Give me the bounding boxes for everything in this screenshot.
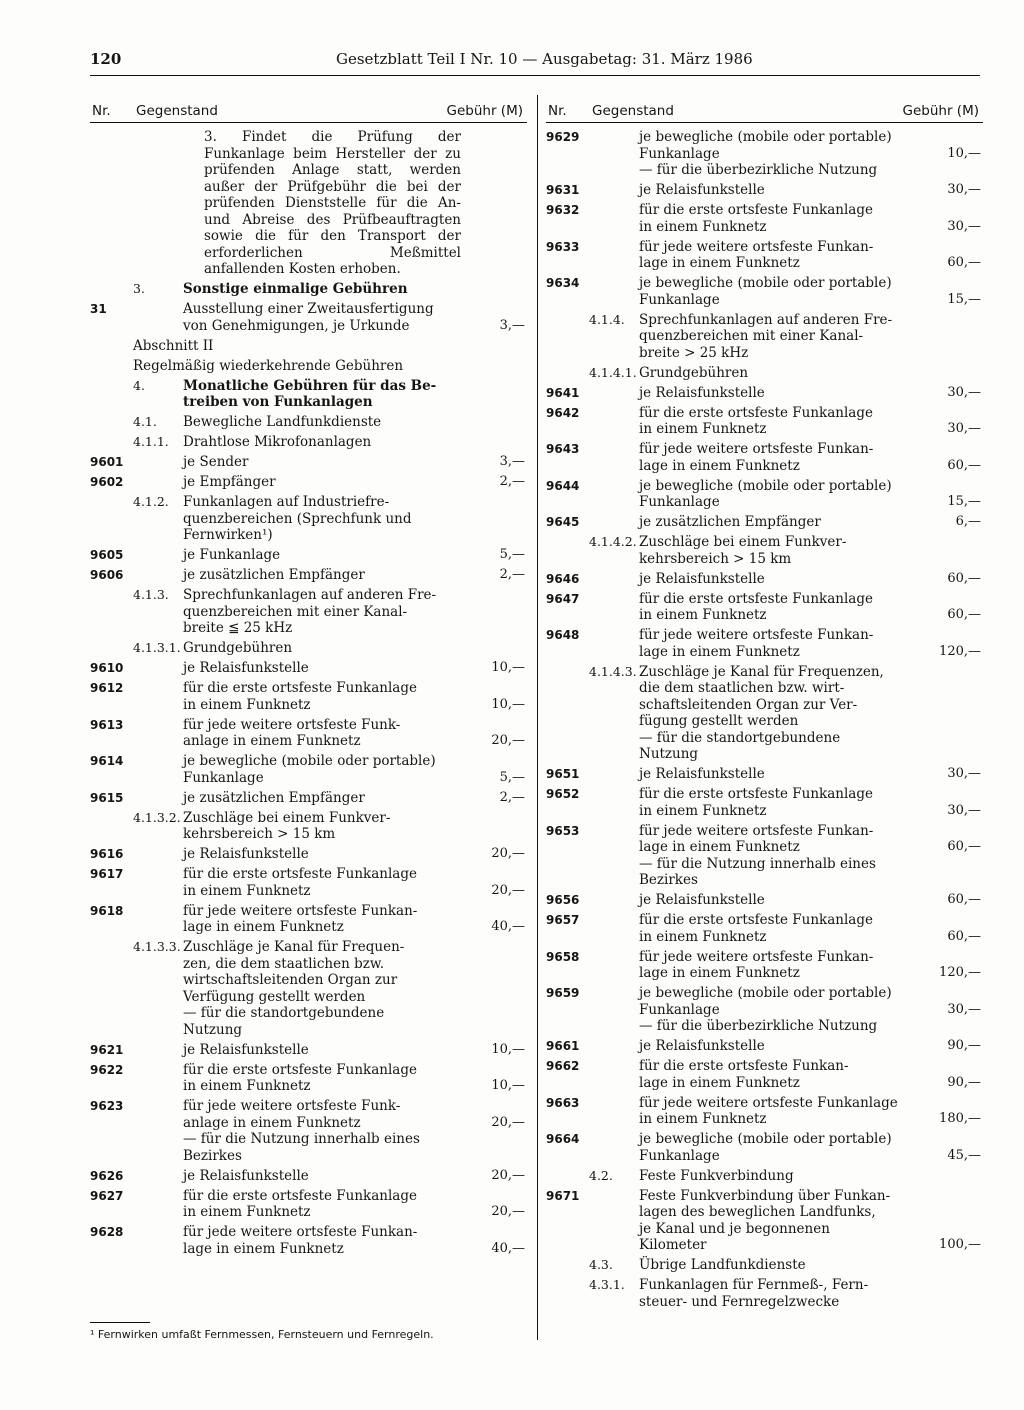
row-number: 9664 [546, 1132, 580, 1146]
row-fee: 60,— [947, 892, 981, 907]
row-fee: 10,— [491, 1078, 525, 1093]
row-text: Funkanlagen für Fernmeß-, Fern- steuer- und Fernregelzwecke [639, 1277, 869, 1310]
row-fee: 2,— [499, 567, 525, 582]
fee-row [90, 790, 527, 807]
row-text: je Relaisfunkstelle [639, 570, 765, 587]
row-fee: 30,— [947, 421, 981, 436]
row-number: 9614 [90, 754, 124, 768]
row-fee: 5,— [499, 769, 525, 785]
fee-row [546, 949, 983, 982]
fee-row [90, 1168, 527, 1185]
row-text: Ausstellung einer Zweitausfertigung von Genehmigungen, je Urkunde [183, 301, 434, 334]
row-fee: 15,— [947, 291, 981, 307]
header-rule [90, 75, 980, 76]
section-number: 4. [133, 377, 145, 393]
row-text: je Relaisfunkstelle [639, 892, 765, 908]
fee-row [90, 567, 527, 584]
section-number: 4.1.3.1. [133, 640, 181, 655]
row-fee: 3,— [499, 317, 525, 333]
row-text: je bewegliche (mobile oder portable) Funkanlage [639, 275, 892, 308]
row-text: für jede weitere ortsfeste Funkan- lage in einem Funknetz [639, 627, 874, 660]
page-header [90, 48, 980, 76]
fee-row [546, 202, 983, 235]
row-text: für die erste ortsfeste Funkanlage in einem Funknetz [639, 590, 873, 623]
row-fee: 120,— [939, 965, 981, 980]
row-text: je zusätzlichen Empfänger [183, 567, 365, 583]
row-text: Übrige Landfunkdienste [639, 1257, 806, 1273]
row-text: Grundgebühren [639, 364, 749, 381]
fee-row [90, 358, 527, 375]
row-number: 9646 [546, 571, 580, 586]
row-text: je Relaisfunkstelle [183, 1041, 309, 1058]
fee-row [546, 441, 983, 474]
row-number: 9610 [90, 661, 124, 675]
row-text: je bewegliche (mobile oder portable) Funkanlage — für die überbezirkliche Nutzung [639, 985, 892, 1034]
fee-row [90, 434, 527, 451]
row-fee: 20,— [491, 733, 525, 748]
row-number: 9657 [546, 913, 580, 927]
row-number: 9618 [90, 903, 124, 918]
row-text: je Relaisfunkstelle [183, 660, 309, 676]
row-number: 9633 [546, 239, 580, 254]
section-number: 4.3. [589, 1257, 613, 1272]
fee-row [546, 1277, 983, 1310]
row-number: 9658 [546, 949, 580, 964]
row-text: für die erste ortsfeste Funkanlage in einem Funknetz [183, 1061, 417, 1094]
fee-row [546, 365, 983, 382]
header-subject: Gegenstand [592, 103, 674, 119]
row-text: Sprechfunkanlagen auf anderen Fre- quenzbereichen mit einer Kanal- breite ≦ 25 kHz [183, 587, 437, 636]
left-column [90, 100, 527, 1261]
fee-row [90, 717, 527, 750]
row-text: Regelmäßig wiederkehrende Gebühren [133, 357, 404, 374]
row-number: 9631 [546, 183, 580, 197]
section-number: 4.1. [133, 414, 157, 429]
row-text: je Empfänger [183, 474, 276, 490]
section-number: 4.1.3.3. [133, 939, 181, 954]
row-text: Zuschläge bei einem Funkver- kehrsbereich > 15 km [183, 809, 391, 842]
fee-row [546, 591, 983, 624]
right-column [546, 100, 983, 1314]
fee-row [546, 786, 983, 819]
fee-row [546, 664, 983, 763]
row-number: 9642 [546, 405, 580, 420]
row-text: Drahtlose Mikrofonanlagen [183, 434, 372, 450]
fee-row [90, 587, 527, 637]
fee-row [90, 454, 527, 471]
row-number: 9602 [90, 475, 124, 489]
fee-row [546, 766, 983, 783]
row-number: 9659 [546, 986, 580, 1000]
row-fee: 120,— [939, 643, 981, 659]
row-number: 9671 [546, 1188, 580, 1203]
row-number: 9601 [90, 455, 124, 469]
row-text: für die erste ortsfeste Funkan- lage in einem Funknetz [639, 1058, 849, 1091]
header-fee: Gebühr (M) [902, 103, 979, 119]
section-number: 4.3.1. [589, 1277, 625, 1292]
row-text: je Sender [183, 454, 249, 470]
fee-row [90, 547, 527, 564]
section-number: 4.1.4.2. [589, 534, 637, 549]
row-fee: 90,— [947, 1038, 981, 1053]
page-title: Gesetzblatt Teil I Nr. 10 — Ausgabetag: 31. März 1986 [336, 50, 753, 68]
row-text: Grundgebühren [183, 640, 293, 656]
fee-row [546, 823, 983, 889]
row-fee: 100,— [939, 1237, 981, 1252]
row-fee: 6,— [955, 514, 981, 529]
fee-row [90, 939, 527, 1038]
fee-row [546, 534, 983, 567]
row-fee: 60,— [947, 570, 981, 586]
row-text: Monatliche Gebühren für das Be- treiben von Funkanlagen [183, 377, 437, 410]
row-fee: 20,— [491, 1114, 525, 1130]
row-number: 9648 [546, 628, 580, 642]
row-text: je zusätzlichen Empfänger [639, 514, 821, 530]
row-text: Zuschläge bei einem Funkver- kehrsbereich > 15 km [639, 534, 847, 567]
row-number: 9643 [546, 442, 580, 456]
row-text: Sprechfunkanlagen auf anderen Fre- quenzbereichen mit einer Kanal- breite > 25 kHz [639, 311, 893, 361]
section-number: 4.1.1. [133, 434, 169, 449]
fee-row [546, 129, 983, 179]
row-number: 9605 [90, 548, 124, 562]
row-fee: 30,— [947, 802, 981, 818]
row-fee: 5,— [499, 547, 525, 562]
row-text: für die erste ortsfeste Funkanlage in einem Funknetz [183, 680, 417, 713]
row-text: je bewegliche (mobile oder portable) Funkanlage [183, 753, 436, 786]
fee-row [90, 1042, 527, 1059]
row-text: je bewegliche (mobile oder portable) Funkanlage [639, 1131, 892, 1164]
fee-row [90, 338, 527, 355]
row-number: 9606 [90, 568, 124, 582]
row-number: 9612 [90, 681, 124, 695]
fee-row [546, 627, 983, 660]
row-fee: 2,— [499, 474, 525, 489]
fee-row [90, 640, 527, 657]
row-number: 9651 [546, 767, 580, 781]
row-number: 9662 [546, 1059, 580, 1073]
row-text: für die erste ortsfeste Funkanlage in einem Funknetz [183, 1187, 417, 1220]
header-fee: Gebühr (M) [446, 103, 523, 119]
row-number: 9622 [90, 1062, 124, 1077]
fee-row [546, 892, 983, 909]
fee-row [546, 1188, 983, 1254]
row-number: 9628 [90, 1225, 124, 1239]
row-text: je zusätzlichen Empfänger [183, 789, 365, 806]
fee-row [546, 405, 983, 438]
row-fee: 60,— [947, 607, 981, 622]
fee-row [90, 129, 527, 278]
fee-row [90, 1098, 527, 1164]
row-number: 9623 [90, 1099, 124, 1113]
row-text: Feste Funkverbindung über Funkan- lagen des beweglichen Landfunks, je Kanal und je begonnenen Kilometer [639, 1187, 891, 1253]
row-text: je bewegliche (mobile oder portable) Funkanlage [639, 477, 892, 510]
fee-row [546, 571, 983, 588]
header-nr: Nr. [92, 103, 111, 119]
row-text: Zuschläge je Kanal für Frequen- zen, die dem staatlichen bzw. wirtschaftsleitenden Organ zur Verfügung gestellt werden — für die standortgebundene Nutzung [183, 939, 405, 1038]
row-fee: 180,— [939, 1111, 981, 1126]
fee-row [90, 414, 527, 431]
row-text: je Relaisfunkstelle [183, 846, 309, 862]
row-fee: 30,— [947, 384, 981, 400]
row-text: für jede weitere ortsfeste Funkan- lage in einem Funknetz [639, 238, 874, 271]
row-fee: 10,— [491, 1041, 525, 1057]
header-nr: Nr. [548, 103, 567, 119]
fee-row [90, 378, 527, 411]
fee-row [546, 239, 983, 272]
row-text: für jede weitere ortsfeste Funk- anlage in einem Funknetz — für die Nutzung innerhalb eines Bezirkes [183, 1098, 420, 1164]
fee-row [546, 1257, 983, 1274]
row-text: für jede weitere ortsfeste Funk- anlage in einem Funknetz [183, 716, 401, 749]
row-number: 31 [90, 302, 107, 316]
row-number: 9626 [90, 1168, 124, 1183]
row-text: Feste Funkverbindung [639, 1167, 794, 1184]
section-number: 3. [133, 281, 145, 296]
row-number: 9661 [546, 1039, 580, 1053]
row-text: Zuschläge je Kanal für Frequenzen, die dem staatlichen bzw. wirt- schaftsleitenden Organ zur Ver- fügung gestellt werden — für die standortgebundene Nutzung [639, 663, 884, 762]
fee-row [90, 866, 527, 899]
row-text: Sonstige einmalige Gebühren [183, 281, 408, 297]
row-number: 9613 [90, 717, 124, 732]
section-number: 4.1.3. [133, 587, 169, 602]
row-text: für jede weitere ortsfeste Funkan- lage in einem Funknetz [183, 902, 418, 935]
row-fee: 10,— [491, 660, 525, 675]
section-number: 4.1.3.2. [133, 809, 181, 825]
section-number: 4.1.2. [133, 494, 169, 509]
section-number: 4.1.4.1. [589, 364, 637, 380]
fee-row [90, 846, 527, 863]
row-fee: 40,— [491, 919, 525, 934]
row-number: 9644 [546, 478, 580, 493]
row-text: je Relaisfunkstelle [639, 182, 765, 198]
row-text: je bewegliche (mobile oder portable) Funkanlage — für die überbezirkliche Nutzung [639, 129, 892, 178]
row-text: je Relaisfunkstelle [183, 1167, 309, 1184]
fee-row [90, 903, 527, 936]
row-text: 3. Findet die Prüfung der Funkanlage beim Hersteller der zu prüfenden Anlage statt, werden außer der Prüfgebühr die bei der prüfenden Dienststelle für die An- und Abreise des Prüfbeauftragten sowie die für den Transport der erforderlichen Meßmittel anfallenden Kosten erhoben. [204, 129, 461, 277]
column-divider [537, 95, 538, 1340]
fee-row [546, 1038, 983, 1055]
fee-row [546, 985, 983, 1035]
row-text: je Relaisfunkstelle [639, 384, 765, 401]
row-fee: 30,— [947, 766, 981, 781]
fee-row [90, 1188, 527, 1221]
fee-row [546, 1131, 983, 1164]
row-fee: 20,— [491, 1204, 525, 1219]
footnote: ¹ Fernwirken umfaßt Fernmessen, Fernsteuern und Fernregeln. [90, 1328, 434, 1341]
fee-row [90, 281, 527, 298]
row-fee: 3,— [499, 454, 525, 469]
row-text: Bewegliche Landfunkdienste [183, 414, 382, 430]
fee-row [90, 494, 527, 544]
row-number: 9617 [90, 867, 124, 881]
fee-row [90, 474, 527, 491]
fee-row [546, 275, 983, 308]
row-number: 9627 [90, 1188, 124, 1203]
row-text: Funkanlagen auf Industriefre- quenzbereichen (Sprechfunk und Fernwirken¹) [183, 494, 412, 543]
section-number: 4.1.4.3. [589, 663, 637, 679]
row-fee: 2,— [499, 789, 525, 805]
row-number: 9641 [546, 385, 580, 400]
fee-row [90, 1062, 527, 1095]
row-text: für jede weitere ortsfeste Funkan- lage in einem Funknetz [639, 948, 874, 981]
row-number: 9615 [90, 790, 124, 805]
row-number: 9656 [546, 893, 580, 907]
row-fee: 20,— [491, 882, 525, 898]
row-fee: 40,— [491, 1240, 525, 1256]
fee-row [90, 810, 527, 843]
page-number: 120 [90, 50, 122, 68]
row-number: 9632 [546, 203, 580, 217]
row-fee: 60,— [947, 457, 981, 473]
fee-row [90, 660, 527, 677]
row-fee: 20,— [491, 846, 525, 861]
row-fee: 90,— [947, 1074, 981, 1090]
fee-row [546, 478, 983, 511]
fee-row [546, 1095, 983, 1128]
row-fee: 30,— [947, 182, 981, 197]
fee-row [546, 182, 983, 199]
row-text: für die erste ortsfeste Funkanlage in einem Funknetz [183, 866, 417, 899]
row-text: für die erste ortsfeste Funkanlage in einem Funknetz [639, 202, 873, 235]
row-text: für die erste ortsfeste Funkanlage in einem Funknetz [639, 404, 873, 437]
fee-row [546, 385, 983, 402]
fee-row [546, 312, 983, 362]
fee-row [90, 1224, 527, 1257]
row-fee: 15,— [947, 494, 981, 509]
row-fee: 30,— [947, 218, 981, 234]
row-text: für jede weitere ortsfeste Funkan- lage in einem Funknetz — für die Nutzung innerhalb eines Bezirkes [639, 822, 876, 888]
row-number: 9629 [546, 130, 580, 144]
section-number: 4.2. [589, 1167, 613, 1183]
row-text: für die erste ortsfeste Funkanlage in einem Funknetz [639, 912, 873, 945]
fee-row [90, 680, 527, 713]
row-text: für jede weitere ortsfeste Funkan- lage in einem Funknetz [183, 1224, 418, 1257]
row-number: 9621 [90, 1042, 124, 1057]
row-number: 9645 [546, 515, 580, 529]
row-fee: 20,— [491, 1167, 525, 1183]
row-text: für jede weitere ortsfeste Funkanlage in einem Funknetz [639, 1094, 898, 1127]
row-number: 9663 [546, 1095, 580, 1110]
row-text: je Relaisfunkstelle [639, 766, 765, 782]
left-column-header [90, 100, 527, 123]
fee-row [90, 753, 527, 786]
row-number: 9634 [546, 276, 580, 290]
fee-row [546, 912, 983, 945]
row-number: 9653 [546, 823, 580, 838]
row-fee: 10,— [947, 145, 981, 161]
row-number: 9647 [546, 591, 580, 606]
row-fee: 60,— [947, 839, 981, 854]
fee-row [90, 301, 527, 334]
row-text: für jede weitere ortsfeste Funkan- lage in einem Funknetz [639, 441, 874, 474]
row-fee: 10,— [491, 696, 525, 712]
header-subject: Gegenstand [136, 103, 218, 119]
row-number: 9616 [90, 847, 124, 861]
row-text: je Funkanlage [183, 547, 281, 563]
row-fee: 30,— [947, 1001, 981, 1017]
fee-row [546, 1168, 983, 1185]
row-text: für die erste ortsfeste Funkanlage in einem Funknetz [639, 786, 873, 819]
row-number: 9652 [546, 787, 580, 801]
footnote-rule [90, 1322, 150, 1323]
row-text: Abschnitt II [133, 337, 214, 354]
row-fee: 45,— [947, 1147, 981, 1163]
row-text: je Relaisfunkstelle [639, 1038, 765, 1054]
fee-row [546, 1058, 983, 1091]
row-fee: 60,— [947, 255, 981, 270]
section-number: 4.1.4. [589, 311, 625, 327]
right-column-header [546, 100, 983, 123]
row-fee: 60,— [947, 928, 981, 944]
fee-row [546, 514, 983, 531]
